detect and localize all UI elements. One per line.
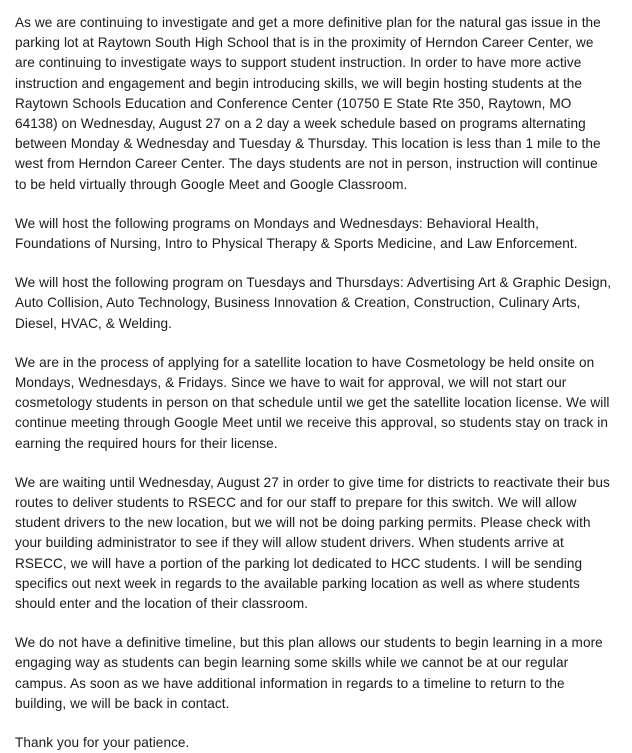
paragraph-intro-plan: As we are continuing to investigate and get a more definitive plan for the natural gas issue in the parking lot at Raytown South High School that is in the proximity of Herndon Career Center, we are continuing to investigate ways to support student instruction. In order to have more active instruction and engagement and begin introducing skills, we will begin hosting students at the Raytown Schools Education and Conference Center (10750 E State Rte 350, Raytown, MO 64138) on Wednesday, August 27 on a 2 day a week schedule based on programs alternating between Monday & Wednesday and Tuesday & Thursday. This location is less than 1 mile to the west from Herndon Career Center. The days students are not in person, instruction will continue to be held virtually through Google Meet and Google Classroom. — [15, 15, 601, 192]
paragraph-monday-wednesday-programs: We will host the following programs on Mondays and Wednesdays: Behavioral Health, Foundations of Nursing, Intro to Physical Therapy & Sports Medicine, and Law Enforcement. — [15, 215, 578, 252]
paragraph-closing: Thank you for your patience. — [15, 735, 190, 751]
paragraph-timeline: We do not have a definitive timeline, but this plan allows our students to begin learning in a more engaging way as students can begin learning some skills while we cannot be at our regular campus. As soon as we have additional information in regards to a timeline to return to the building, we will be back in contact. — [15, 635, 603, 711]
paragraph-cosmetology-satellite: We are in the process of applying for a satellite location to have Cosmetology be held onsite on Mondays, Wednesdays, & Fridays. Since we have to wait for approval, we will not start our cosmetology students in person on that schedule until we get the satellite location license. We will continue meeting through Google Meet until we receive this approval, so students stay on track in earning the required hours for their license. — [15, 354, 610, 451]
paragraph-transportation-parking: We are waiting until Wednesday, August 27 in order to give time for districts to reactivate their bus routes to deliver students to RSECC and for our staff to prepare for this switch. We will allow student drivers to the new location, but we will not be doing parking permits. Please check with your building administrator to see if they will allow student drivers. When students arrive at RSECC, we will have a portion of the parking lot dedicated to HCC students. I will be sending specifics out next week in regards to the available parking location as well as where students should enter and the location of their classroom. — [15, 474, 610, 612]
paragraph-tuesday-thursday-programs: We will host the following program on Tuesdays and Thursdays: Advertising Art & Graphic Design, Auto Collision, Auto Technology, Business Innovation & Creation, Construction, Culinary Arts, Diesel, HVAC, & Welding. — [15, 275, 612, 331]
letter-body — [15, 13, 612, 753]
